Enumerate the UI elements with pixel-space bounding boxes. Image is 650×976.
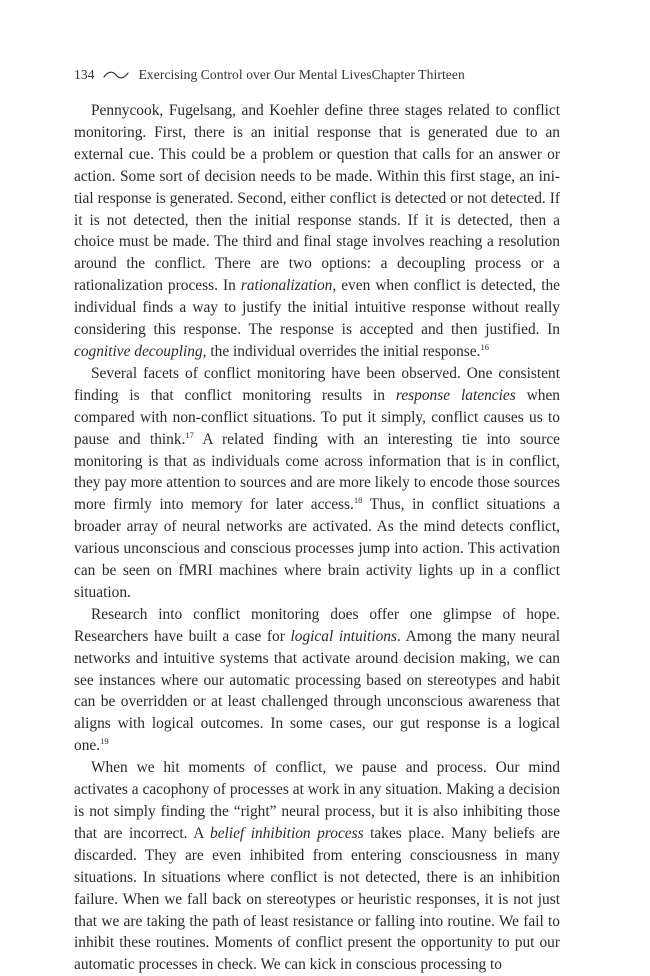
italic-term: response latencies bbox=[395, 386, 516, 404]
footnote-marker: 16 bbox=[480, 341, 489, 352]
text-run: Pennycook, Fugelsang, and Koehler define three stages related to conflict monitoring. First, there is an initial response that is generated due to an external cue. This could be a problem or question that calls for an answer or action. Some sort of decision needs to be made. Within this first stage, an initial response is generated. Second, either conflict is detected or not detected. If it is not detected, then the initial response stands. If it is detected, then a choice must be made. The third and final stage involves reaching a resolution around the conflict. There are two options: a decoupling process or a rationalization process. In bbox=[74, 102, 560, 295]
italic-term: rationalization bbox=[240, 277, 333, 295]
running-head bbox=[74, 67, 465, 83]
italic-term: cognitive decoupling bbox=[74, 342, 203, 360]
text-run: , the individual overrides the initial response. bbox=[202, 342, 481, 360]
running-head-title: Exercising Control over Our Mental LivesChapter Thirteen bbox=[138, 67, 465, 82]
paragraph bbox=[74, 604, 560, 757]
paragraph bbox=[74, 757, 560, 976]
text-run: Research into conflict monitoring does offer one glimpse of hope. Researchers have built a case for bbox=[74, 605, 560, 645]
footnote-marker: 18 bbox=[353, 495, 363, 506]
text-run: when compared with non-conflict situations. To put it simply, conflict causes us to pause and think. bbox=[74, 386, 560, 448]
swung-dash-icon bbox=[103, 70, 129, 80]
page-number: 134 bbox=[74, 67, 95, 82]
body-text bbox=[74, 100, 560, 976]
text-run: . Among the many neural networks and intuitive systems that activate around decision making, we can see instances where our automatic processing based on stereotypes and habit can be overridden or at least challenged through unconscious awareness that aligns with logical outcomes. In some cases, our gut response is a logical one. bbox=[74, 627, 561, 755]
text-run: When we hit moments of conflict, we pause and process. Our mind activates a cacophony of processes at work in any situation. Making a decision is not simply finding the “right” neural process, but it is also inhibiting those that are incorrect. A bbox=[74, 759, 560, 842]
paragraph bbox=[74, 100, 560, 363]
text-run: Thus, in conflict situations a broader array of neural networks are activated. As the mind detects conflict, various unconscious and conscious processes jump into action. This activation can be seen on fMRI machines where brain activity lights up in a conflict situation. bbox=[74, 496, 560, 601]
italic-term: logical intuitions bbox=[290, 627, 397, 645]
text-run: , even when conflict is detected, the individual finds a way to justify the initial intuitive response without really considering this response. The response is accepted and then justified. In bbox=[74, 277, 560, 339]
text-run: takes place. Many beliefs are discarded. They are even inhibited from entering consciousness in many situations. In situations where conflict is not detected, there is an inhibition failure. When we fall back on stereotypes or heuristic responses, it is not just that we are taking the path of least resistance or falling into routine. We fail to inhibit these routines. Moments of conflict present the opportunity to put our automatic processes in check. We can kick in conscious processing to bbox=[74, 824, 560, 974]
text-run: Several facets of conflict monitoring have been observed. One consistent finding is that conflict monitoring results in bbox=[74, 364, 560, 404]
italic-term: belief inhibition process bbox=[210, 824, 364, 842]
footnote-marker: 19 bbox=[100, 736, 109, 747]
text-run: A related finding with an interesting tie into source monitoring is that as individuals come across information that is in conflict, they pay more attention to sources and are more likely to encode those sources more firmly into memory for later access. bbox=[74, 430, 560, 514]
footnote-marker: 17 bbox=[185, 429, 194, 440]
paragraph bbox=[74, 363, 560, 604]
